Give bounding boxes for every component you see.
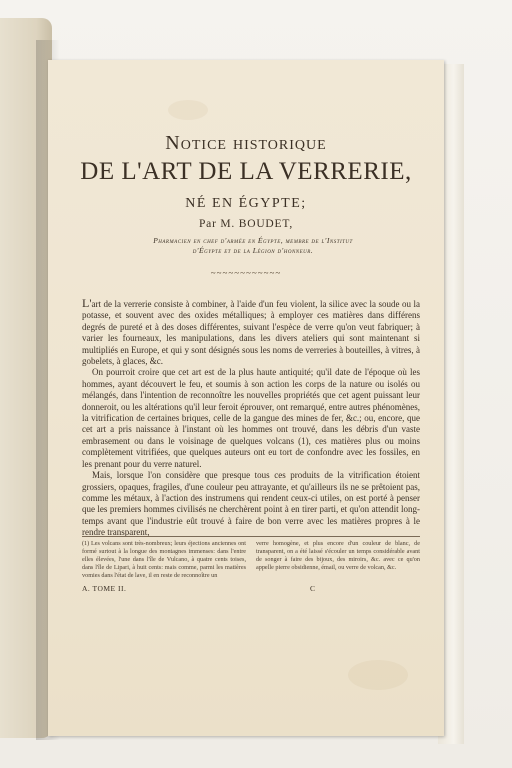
- footnote-right: verre homogène, et plus encore d'un couleur de blanc, de transparent, on a été laissé s'écouler un temps considérable avant de songer à faire des bijoux, des miroirs, &c. avec ce qu'on appelle pierre obsidienne, émail, ou verre de volcan, &c.: [256, 540, 420, 571]
- book-page: [48, 60, 444, 736]
- title-notice: Notice historique: [165, 132, 327, 154]
- footnote-rule: [82, 536, 420, 537]
- signature-letter: C: [310, 584, 316, 593]
- foxing-stain: [348, 660, 408, 690]
- title-main: DE L'ART DE LA VERRERIE,: [80, 158, 412, 185]
- author-line: Par M. BOUDET,: [198, 218, 294, 230]
- title-subtitle: NÉ EN ÉGYPTE;: [185, 196, 307, 211]
- foxing-stain: [168, 100, 208, 120]
- paragraph: On pourroit croire que cet art est de la plus haute antiquité; qu'il date de l'époque où les hommes, ayant découvert le feu, et soumis à son action les corps de la nature ou isolés ou mélangés, dans l'intention de reconnoître les nouvelles propriétés que cet agent puissant leur donneroit, ou les altérations qu'il leur feroit éprouver, ont remarqué, entre autres phénomènes, la vitrification de certaines briques, celle de la gangue des mines de fer, &c.; ou, encore, que cet art a pris naissance à l'instant où les hommes ont trouvé, dans les débris d'un vaste embrasement ou dans le voisinage de quelques volcans (1), ces matières plus ou moins complètement vitrifiées, que quelques auteurs ont eu tort de confondre avec les fossiles, en les prenant pour du verre naturel.: [82, 367, 420, 469]
- signature-mark: A. TOME II.: [82, 584, 127, 593]
- author-affiliation: [118, 236, 388, 256]
- paragraph: L'art de la verrerie consiste à combiner, à l'aide d'un feu violent, la silice avec la soude ou la potasse, et souvent avec des oxides métalliques; à employer ces matières dans différens degrés de pureté et à des doses différentes, suivant l'espèce de verre qu'on veut fabriquer; à varier les fourneaux, les manipulations, dans les divers ateliers qui sont maintenant si multipliés en Europe, et qui y sont désignés sous les noms de verreries à bouteilles, à vitres, à gobelets, à glaces, &c.: [82, 296, 420, 367]
- affiliation-line: d'Égypte et de la Légion d'honneur.: [192, 246, 314, 255]
- ornament-divider: ~~~~~~~~~~~~: [210, 268, 282, 278]
- footnote-left: (1) Les volcans sont très-nombreux; leurs éjections anciennes ont formé surtout à la longue des montagnes immenses: dans l'entre elles élevées, l'une dans l'île de Vulcano, à quatre cents toises, dans l'île de Lipari, à huit cents: mais comme, parmi les matières vomies dans l'état de lave, il en reste de reconnoître un: [82, 540, 246, 579]
- affiliation-line: Pharmacien en chef d'armée en Égypte, membre de l'Institut: [153, 236, 353, 245]
- body-text: [82, 298, 420, 539]
- paragraph: Mais, lorsque l'on considère que presque tous ces produits de la vitrification étoient grossiers, opaques, fragiles, d'une couleur peu attrayante, et qu'ailleurs ils ne se prêtoient pas, comme les métaux, à l'action des instrumens qui rendent ceux-ci utiles, on est porté à penser que les premiers hommes civilisés ne cherchèrent point à en tirer parti, et qu'on attendit long-temps avant que l'industrie eût trouvé à faire de bon verre avec les matières propres à le rendre transparent,: [82, 470, 420, 538]
